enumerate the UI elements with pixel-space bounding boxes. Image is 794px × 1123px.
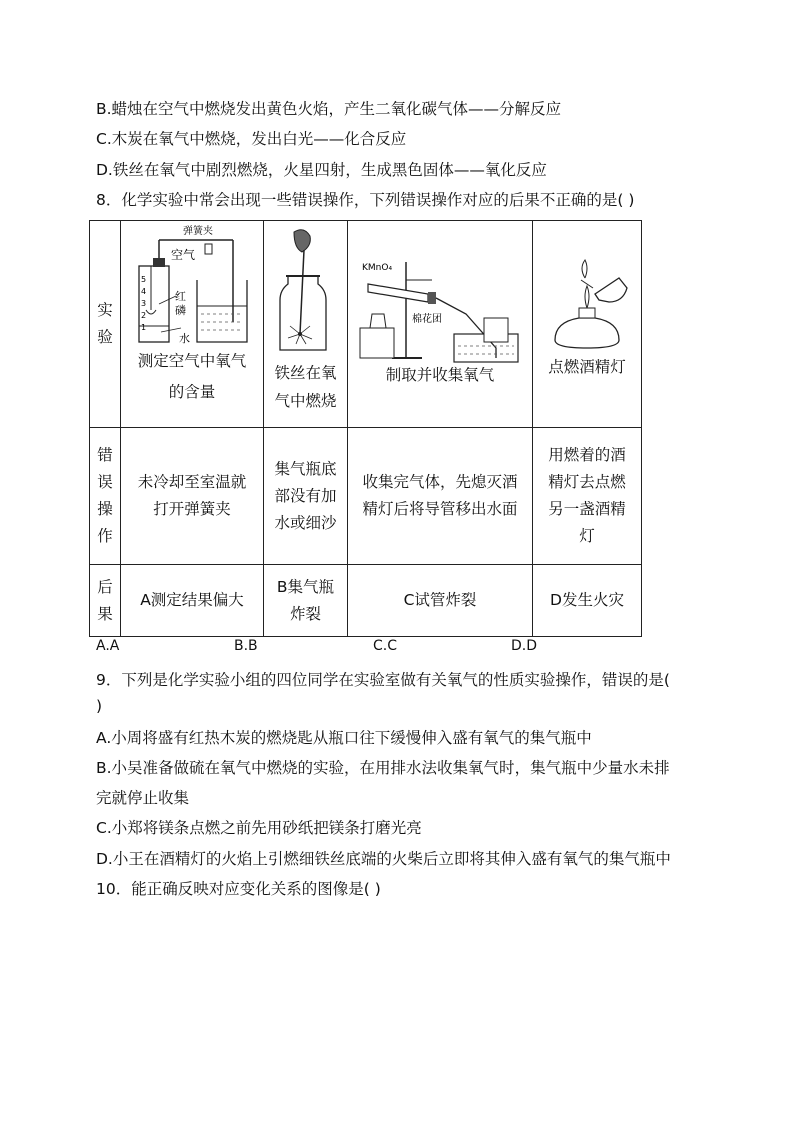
experiment-alcohol-lamp: [533, 221, 642, 428]
row-label-wrong-operation: 错误操作: [90, 428, 121, 565]
q7-option-b: B.蜡烛在空气中燃烧发出黄色火焰，产生二氧化碳气体——分解反应: [96, 100, 562, 118]
wrong-op-b-line-3: 水或细沙: [274, 513, 337, 532]
experiment-oxygen-content: [121, 221, 264, 428]
wrong-op-d-line-2: 精灯去点燃: [548, 473, 626, 491]
wrong-op-b: [264, 428, 348, 565]
consequence-c: C试管炸裂: [348, 565, 533, 637]
wrong-op-d-line-4: 灯: [579, 527, 595, 545]
scale-5: 5: [141, 274, 147, 284]
consequence-b: [264, 565, 348, 637]
label-air: 空气: [171, 247, 196, 262]
q8-option-c[interactable]: C.C: [373, 638, 398, 654]
q8-experiment-table: [89, 220, 642, 637]
wrong-op-c: [348, 428, 533, 565]
row-label-experiment: 实验: [90, 221, 121, 428]
experiment-oxygen-preparation: [348, 221, 533, 428]
q9-option-b-line-1: B.小吴准备做硫在氧气中燃烧的实验，在用排水法收集氧气时，集气瓶中少量水未排: [96, 759, 670, 777]
wrong-op-d-line-3: 另一盏酒精: [548, 500, 626, 518]
q8-stem: 8．化学实验中常会出现一些错误操作，下列错误操作对应的后果不正确的是( ): [96, 191, 635, 209]
caption-oxygen-content-2: 的含量: [168, 382, 216, 401]
consequence-a: A测定结果偏大: [121, 565, 264, 637]
q7-option-c: C.木炭在氧气中燃烧，发出白光——化合反应: [96, 130, 407, 148]
oxygen-preparation-apparatus-icon: [348, 222, 533, 427]
q9-option-c: C.小郑将镁条点燃之前先用砂纸把镁条打磨光亮: [96, 819, 422, 837]
wrong-operation-row: [90, 428, 642, 565]
experiment-row: [90, 221, 642, 428]
wrong-op-c-line-1: 收集完气体，先熄灭酒: [362, 473, 518, 491]
label-kmno4: KMnO₄: [362, 262, 393, 273]
q8-option-b[interactable]: B.B: [234, 638, 258, 654]
caption-iron-wire-1: 铁丝在氧: [274, 363, 337, 382]
q9-option-b-line-2: 完就停止收集: [96, 789, 190, 807]
alcohol-lamp-icon: [533, 222, 642, 427]
scale-1: 1: [141, 322, 147, 332]
q9-option-a: A.小周将盛有红热木炭的燃烧匙从瓶口往下缓慢伸入盛有氧气的集气瓶中: [96, 729, 592, 747]
wrong-op-b-line-2: 部没有加: [274, 486, 337, 505]
consequence-b-line-2: 炸裂: [289, 604, 321, 623]
caption-oxygen-content-1: 测定空气中氧气: [137, 351, 247, 370]
wrong-op-c-line-2: 精灯后将导管移出水面: [362, 500, 518, 518]
consequence-b-line-1: B集气瓶: [276, 577, 335, 596]
label-water: 水: [179, 331, 190, 345]
consequence-d: D发生火灾: [533, 565, 642, 637]
scale-3: 3: [141, 298, 147, 308]
caption-alcohol-lamp: 点燃酒精灯: [548, 357, 626, 376]
caption-oxygen-preparation: 制取并收集氧气: [385, 365, 495, 384]
wrong-op-a: [121, 428, 264, 565]
wrong-op-b-line-1: 集气瓶底: [274, 459, 337, 478]
row-label-consequence: 后果: [90, 565, 121, 637]
experiment-iron-wire: [264, 221, 348, 428]
q9-option-d: D.小王在酒精灯的火焰上引燃细铁丝底端的火柴后立即将其伸入盛有氧气的集气瓶中: [96, 850, 671, 868]
q7-option-d: D.铁丝在氧气中剧烈燃烧，火星四射，生成黑色固体——氧化反应: [96, 161, 547, 179]
q8-option-d[interactable]: D.D: [511, 638, 538, 654]
label-phosphorus-2: 磷: [175, 303, 186, 317]
label-cotton: 棉花团: [412, 313, 442, 325]
q8-option-a[interactable]: A.A: [96, 638, 120, 654]
wrong-op-d-line-1: 用燃着的酒: [548, 446, 626, 464]
q9-stem-line-1: 9．下列是化学实验小组的四位同学在实验室做有关氧气的性质实验操作，错误的是(: [96, 671, 670, 689]
wrong-op-d: [533, 428, 642, 565]
wrong-op-a-line-2: 打开弹簧夹: [153, 500, 231, 518]
scale-4: 4: [141, 286, 147, 296]
consequence-row: [90, 565, 642, 637]
q9-stem-line-2: ): [96, 697, 103, 715]
caption-iron-wire-2: 气中燃烧: [274, 391, 337, 410]
label-clip: 弹簧夹: [183, 225, 213, 237]
label-phosphorus-1: 红: [175, 289, 186, 303]
wrong-op-a-line-1: 未冷却至室温就: [137, 473, 247, 491]
q10-stem: 10．能正确反映对应变化关系的图像是( ): [96, 880, 381, 898]
scale-2: 2: [141, 310, 147, 320]
